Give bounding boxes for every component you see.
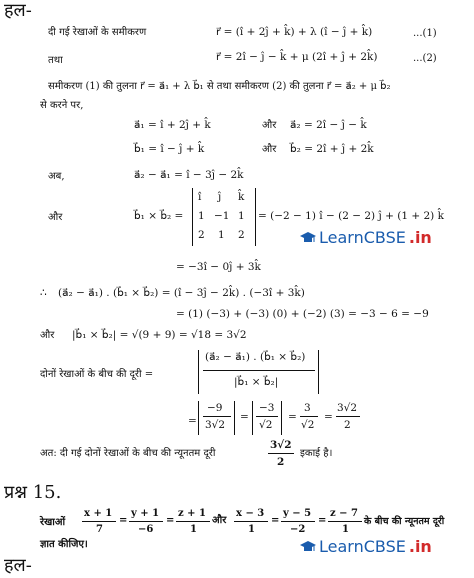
equals-sign: =: [166, 515, 175, 526]
fraction-line: [336, 416, 360, 417]
q-frac-4-den: 1: [248, 524, 255, 535]
fraction-line: [82, 521, 116, 522]
fraction-line: [268, 453, 294, 454]
aur-label-2: और: [262, 144, 277, 155]
conclusion-frac-den: 2: [277, 456, 285, 468]
equals-sign: =: [188, 415, 197, 427]
graduation-cap-icon: [300, 231, 316, 245]
cross-label: और: [48, 212, 63, 223]
fraction-line: [281, 521, 315, 522]
equals-sign: =: [288, 411, 297, 423]
magnitude-expr: |b⃗₁ × b⃗₂| = √(9 + 9) = √18 = 3√2: [72, 329, 247, 341]
fraction-line: [203, 416, 231, 417]
fraction-line: [234, 521, 268, 522]
fraction-line: [256, 416, 278, 417]
step-2-den: √2: [259, 419, 273, 431]
logo-suffix: .in: [408, 228, 432, 247]
q-frac-3-num: z + 1: [178, 508, 206, 519]
equation-1-number: ...(1): [413, 28, 437, 39]
therefore-symbol: ∴: [40, 287, 47, 299]
equals-sign: =: [318, 515, 327, 526]
dot-line-1: (a⃗₂ − a⃗₁) . (b⃗₁ × b⃗₂) = (î − 3ĵ − 2k̂) . (−3î + 3k̂): [58, 287, 305, 299]
step-3-num: 3: [304, 402, 311, 414]
equals-sign: =: [324, 411, 333, 423]
determinant-matrix: [192, 188, 256, 246]
fraction-line: [328, 521, 362, 522]
step-4-den: 2: [344, 419, 351, 431]
distance-denominator: |b⃗₁ × b⃗₂|: [234, 376, 279, 388]
vector-b1: b⃗₁ = î − ĵ + k̂: [134, 143, 205, 155]
solution-heading-2: हल-: [4, 555, 32, 576]
q-frac-5-den: −2: [290, 524, 306, 535]
mag-label: और: [40, 330, 55, 341]
matrix-cell: 2: [198, 229, 205, 241]
equation-2-number: ...(2): [413, 53, 437, 64]
matrix-cell: 2: [238, 229, 245, 241]
abs-bar: [281, 401, 282, 435]
logo-name: LearnCBSE: [319, 228, 406, 247]
graduation-cap-icon: [300, 540, 316, 554]
q-frac-1-den: 7: [96, 524, 103, 535]
conclusion-unit: इकाई है।: [300, 448, 333, 459]
matrix-cell: 1: [238, 210, 245, 222]
step-1-num: −9: [207, 402, 223, 414]
abs-bar: [198, 401, 199, 435]
fraction-line: [129, 521, 163, 522]
distance-label: दोनों रेखाओं के बीच की दूरी =: [40, 369, 154, 380]
matrix-cell: 1: [218, 229, 225, 241]
cross-result: = −3î − 0ĵ + 3k̂: [176, 261, 261, 273]
distance-numerator: (a⃗₂ − a⃗₁) . (b⃗₁ × b⃗₂): [205, 351, 306, 363]
vector-a2: a⃗₂ = 2î − ĵ − k̂: [290, 119, 367, 131]
question-label: प्रश्न 15.: [4, 482, 62, 503]
ab-label: अब,: [48, 171, 65, 182]
tatha-label: तथा: [48, 55, 63, 66]
abs-bar-left: [198, 350, 199, 394]
fraction-line: [203, 370, 315, 371]
step-2-num: −3: [259, 402, 275, 414]
equation-2: r⃗ = 2î − ĵ − k̂ + μ (2î + ĵ + 2k̂): [216, 51, 378, 63]
question-suffix: के बीच की न्यूनतम दूरी: [364, 516, 445, 527]
given-intro: दी गई रेखाओं के समीकरण: [48, 27, 147, 38]
vector-b2: b⃗₂ = 2î + ĵ + 2k̂: [290, 143, 374, 155]
fraction-line: [176, 521, 210, 522]
step-1-den: 3√2: [205, 419, 226, 431]
step-4-num: 3√2: [337, 402, 358, 414]
matrix-cell: k̂: [238, 191, 245, 203]
compare-line-1: समीकरण (1) की तुलना r⃗ = a⃗₁ + λ b⃗₁ से तथा समीकरण (2) की तुलना r⃗ = a⃗₂ + μ b⃗₂: [48, 81, 391, 92]
abs-bar-right: [318, 350, 319, 394]
q-frac-5-num: y − 5: [283, 508, 312, 519]
conclusion-text: अत: दी गई दोनों रेखाओं के बीच की न्यूनतम दूरी: [40, 448, 216, 459]
equation-1: r⃗ = (î + 2ĵ + k̂) + λ (î − ĵ + k̂): [216, 26, 373, 38]
q-frac-2-den: −6: [138, 524, 154, 535]
matrix-cell: −1: [214, 210, 230, 222]
q-frac-1-num: x + 1: [84, 508, 113, 519]
q-frac-6-num: z − 7: [330, 508, 358, 519]
equals-sign: =: [240, 411, 249, 423]
logo-suffix: .in: [408, 537, 432, 556]
logo-name: LearnCBSE: [319, 537, 406, 556]
q-frac-2-num: y + 1: [131, 508, 160, 519]
q-frac-4-num: x − 3: [236, 508, 265, 519]
abs-bar: [234, 401, 235, 435]
matrix-cell: 1: [198, 210, 205, 222]
cross-rhs: = (−2 − 1) î − (2 − 2) ĵ + (1 + 2) k̂: [258, 210, 444, 222]
conclusion-frac-num: 3√2: [270, 439, 292, 451]
learncbse-logo: [300, 228, 432, 247]
q-frac-6-den: 1: [342, 524, 349, 535]
a2-minus-a1: a⃗₂ − a⃗₁ = î − 3ĵ − 2k̂: [134, 169, 244, 181]
aur-label-1: और: [262, 120, 277, 131]
aur-label-q: और: [212, 515, 227, 526]
matrix-cell: ĵ: [218, 191, 222, 203]
matrix-cell: î: [198, 191, 202, 203]
abs-bar: [252, 401, 253, 435]
fraction-line: [300, 416, 318, 417]
step-3-den: √2: [301, 419, 315, 431]
vector-a1: a⃗₁ = î + 2ĵ + k̂: [134, 119, 211, 131]
learncbse-logo: [300, 537, 432, 556]
compare-line-2: से करने पर,: [40, 100, 84, 111]
question-prefix: रेखाओं: [40, 517, 66, 528]
question-line-2: ज्ञात कीजिए।: [40, 539, 88, 550]
solution-heading: हल-: [4, 0, 32, 21]
cross-lhs: b⃗₁ × b⃗₂ =: [134, 210, 184, 222]
equals-sign: =: [119, 515, 128, 526]
dot-line-2: = (1) (−3) + (−3) (0) + (−2) (3) = −3 − 6 = −9: [176, 308, 429, 320]
q-frac-3-den: 1: [190, 524, 197, 535]
equals-sign: =: [271, 515, 280, 526]
